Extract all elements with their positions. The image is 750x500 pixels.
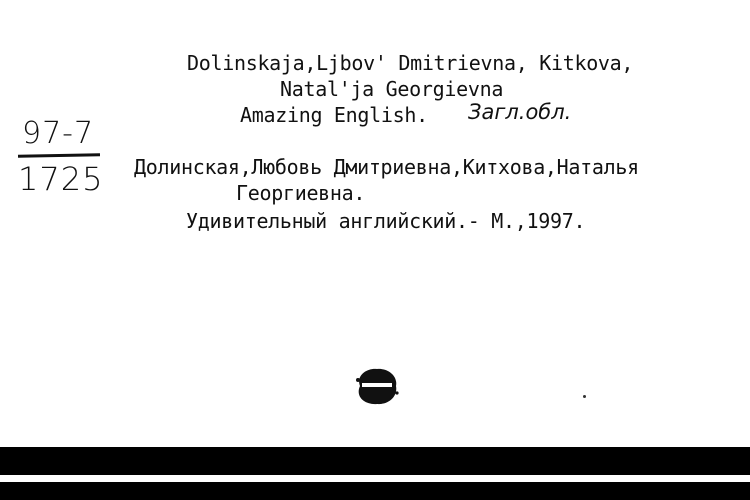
call-number-divider <box>18 153 100 157</box>
speck <box>583 395 586 398</box>
cyrillic-author-line-1: Долинская,Любовь Дмитриевна,Китхова,Наталья <box>134 155 639 179</box>
cyrillic-author-line-2: Георгиевна. <box>236 181 366 205</box>
call-number-bottom: 1725 <box>18 160 104 198</box>
handwritten-note: Загл.обл. <box>468 100 572 124</box>
latin-title: Amazing English. <box>240 103 428 127</box>
scan-border-band-upper <box>0 447 750 475</box>
punch-hole-icon <box>352 364 402 408</box>
latin-author-line-2: Natal'ja Georgievna <box>280 77 504 101</box>
scan-border-band-lower <box>0 482 750 500</box>
cyrillic-title-line: Удивительный английский.- М.,1997. <box>186 209 586 233</box>
latin-author-line-1: Dolinskaja,Ljbov' Dmitrievna, Kitkova, <box>187 51 634 75</box>
call-number-top: 97-7 <box>22 116 95 151</box>
